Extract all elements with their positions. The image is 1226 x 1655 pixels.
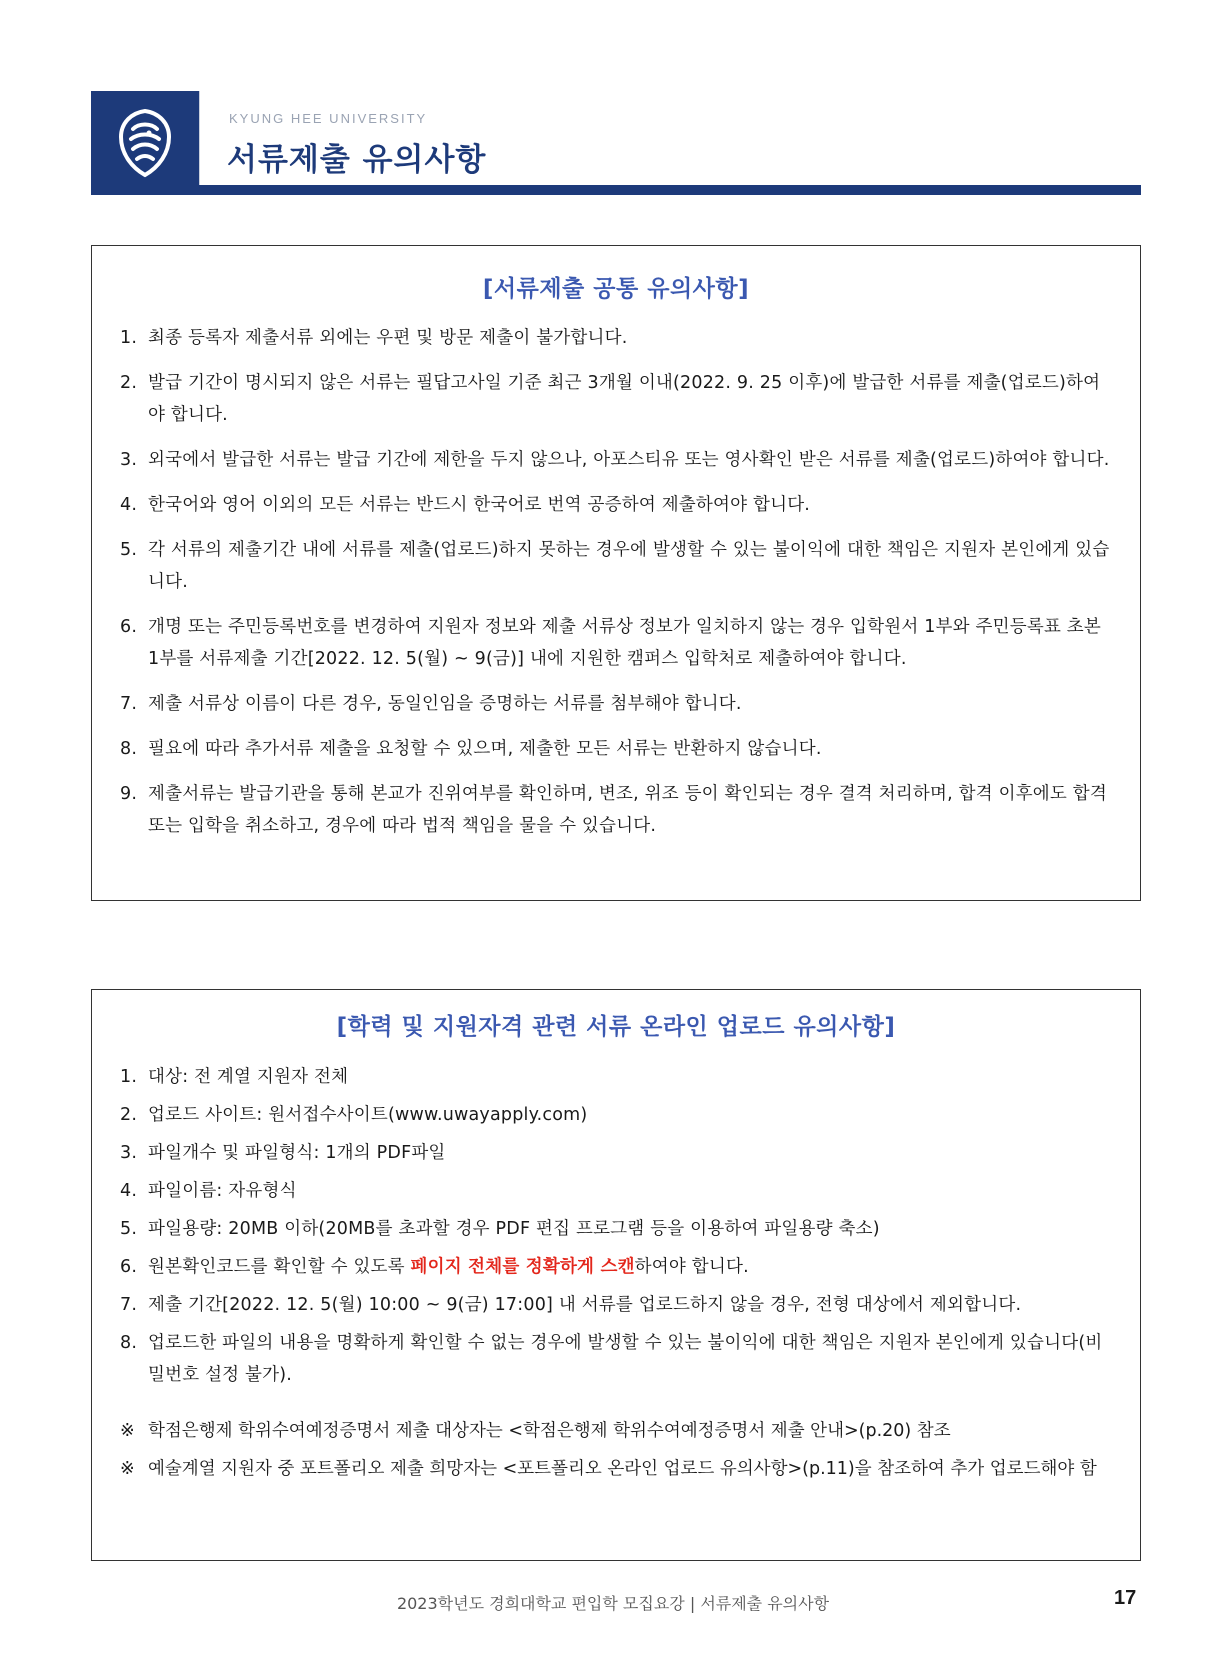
list-item — [120, 611, 1112, 675]
item-number: 2. — [120, 373, 138, 393]
page-title: 서류제출 유의사항 — [227, 142, 487, 178]
common-notice-title: [서류제출 공통 유의사항] — [482, 276, 750, 302]
lion-crest-icon — [113, 107, 177, 179]
reference-note — [120, 1453, 1112, 1485]
reference-note — [120, 1415, 1112, 1447]
item-number: 5. — [120, 540, 138, 560]
list-item — [120, 1213, 1112, 1245]
item-text: 제출 서류상 이름이 다른 경우, 동일인임을 증명하는 서류를 첨부해야 합니다. — [148, 694, 742, 714]
university-name: KYUNG HEE UNIVERSITY — [229, 111, 428, 126]
reference-notes — [120, 1415, 1112, 1485]
university-logo — [91, 91, 199, 195]
list-item — [120, 778, 1112, 842]
item-number: 3. — [120, 450, 138, 470]
item-text: 발급 기간이 명시되지 않은 서류는 필답고사일 기준 최근 3개월 이내(2022. 9. 25 이후)에 발급한 서류를 제출(업로드)하여야 합니다. — [148, 373, 1101, 425]
item-text: 파일개수 및 파일형식: 1개의 PDF파일 — [148, 1143, 446, 1163]
upload-notice-list — [92, 1061, 1140, 1391]
list-item — [120, 733, 1112, 765]
item-number: 5. — [120, 1219, 138, 1239]
item-text: 파일용량: 20MB 이하(20MB를 초과할 경우 PDF 편집 프로그램 등을 이용하여 파일용량 축소) — [148, 1219, 880, 1239]
note-text: 예술계열 지원자 중 포트폴리오 제출 희망자는 <포트폴리오 온라인 업로드 유의사항>(p.11)을 참조하여 추가 업로드해야 함 — [148, 1459, 1097, 1479]
list-item — [120, 1061, 1112, 1093]
item-text: 필요에 따라 추가서류 제출을 요청할 수 있으며, 제출한 모든 서류는 반환하지 않습니다. — [148, 739, 822, 759]
item-number: 8. — [120, 1333, 138, 1353]
item-text: 업로드한 파일의 내용을 명확하게 확인할 수 없는 경우에 발생할 수 있는 불이익에 대한 책임은 지원자 본인에게 있습니다(비밀번호 설정 불가). — [148, 1333, 1103, 1385]
list-item — [120, 534, 1112, 598]
item-text: 최종 등록자 제출서류 외에는 우편 및 방문 제출이 불가합니다. — [148, 328, 628, 348]
item-number: 7. — [120, 694, 138, 714]
list-item — [120, 489, 1112, 521]
page-footer: 2023학년도 경희대학교 편입학 모집요강 | 서류제출 유의사항 — [396, 1594, 830, 1613]
item-text-before: 원본확인코드를 확인할 수 있도록 — [148, 1257, 411, 1277]
item-text: 파일이름: 자유형식 — [148, 1181, 297, 1201]
item-number: 3. — [120, 1143, 138, 1163]
note-mark: ※ — [120, 1421, 135, 1441]
note-mark: ※ — [120, 1459, 135, 1479]
item-number: 9. — [120, 784, 138, 804]
common-notice-list — [92, 322, 1140, 842]
item-number: 1. — [120, 328, 138, 348]
header-rule — [91, 185, 1141, 195]
item-text: 개명 또는 주민등록번호를 변경하여 지원자 정보와 제출 서류상 정보가 일치하지 않는 경우 입학원서 1부와 주민등록표 초본 1부를 서류제출 기간[2022. 12. 5(월) ~ 9(금)] 내에 지원한 캠퍼스 입학처로 제출하여야 합니다. — [148, 617, 1102, 669]
item-text — [148, 1251, 1112, 1283]
item-text: 제출서류는 발급기관을 통해 본교가 진위여부를 확인하며, 변조, 위조 등이 확인되는 경우 결격 처리하며, 합격 이후에도 합격 또는 입학을 취소하고, 경우에 따라 법적 책임을 물을 수 있습니다. — [148, 784, 1107, 836]
list-item — [120, 1289, 1112, 1321]
item-text: 한국어와 영어 이외의 모든 서류는 반드시 한국어로 번역 공증하여 제출하여야 합니다. — [148, 495, 811, 515]
list-item — [120, 1099, 1112, 1131]
item-number: 7. — [120, 1295, 138, 1315]
upload-notice-box — [91, 989, 1141, 1561]
header-separator — [199, 91, 200, 185]
page-number: 17 — [1114, 1587, 1137, 1609]
list-item — [120, 322, 1112, 354]
note-text: 학점은행제 학위수여예정증명서 제출 대상자는 <학점은행제 학위수여예정증명서 제출 안내>(p.20) 참조 — [148, 1421, 951, 1441]
list-item — [120, 367, 1112, 431]
item-text-after: 하여야 합니다. — [634, 1257, 749, 1277]
item-text: 업로드 사이트: 원서접수사이트(www.uwayapply.com) — [148, 1105, 588, 1125]
item-number: 4. — [120, 495, 138, 515]
list-item — [120, 1251, 1112, 1283]
common-notice-box — [91, 245, 1141, 901]
list-item — [120, 688, 1112, 720]
item-number: 6. — [120, 1257, 138, 1277]
item-number: 8. — [120, 739, 138, 759]
item-number: 4. — [120, 1181, 138, 1201]
item-text: 외국에서 발급한 서류는 발급 기간에 제한을 두지 않으나, 아포스티유 또는 영사확인 받은 서류를 제출(업로드)하여야 합니다. — [148, 450, 1110, 470]
item-text: 제출 기간[2022. 12. 5(월) 10:00 ~ 9(금) 17:00] 내 서류를 업로드하지 않을 경우, 전형 대상에서 제외합니다. — [148, 1295, 1022, 1315]
highlighted-instruction: 페이지 전체를 정확하게 스캔 — [410, 1257, 635, 1277]
list-item — [120, 444, 1112, 476]
item-text: 대상: 전 계열 지원자 전체 — [148, 1067, 349, 1087]
list-item — [120, 1327, 1112, 1391]
list-item — [120, 1175, 1112, 1207]
item-number: 2. — [120, 1105, 138, 1125]
upload-notice-title: [학력 및 지원자격 관련 서류 온라인 업로드 유의사항] — [336, 1014, 896, 1040]
item-number: 1. — [120, 1067, 138, 1087]
item-number: 6. — [120, 617, 138, 637]
list-item — [120, 1137, 1112, 1169]
item-text: 각 서류의 제출기간 내에 서류를 제출(업로드)하지 못하는 경우에 발생할 수 있는 불이익에 대한 책임은 지원자 본인에게 있습니다. — [148, 540, 1110, 592]
